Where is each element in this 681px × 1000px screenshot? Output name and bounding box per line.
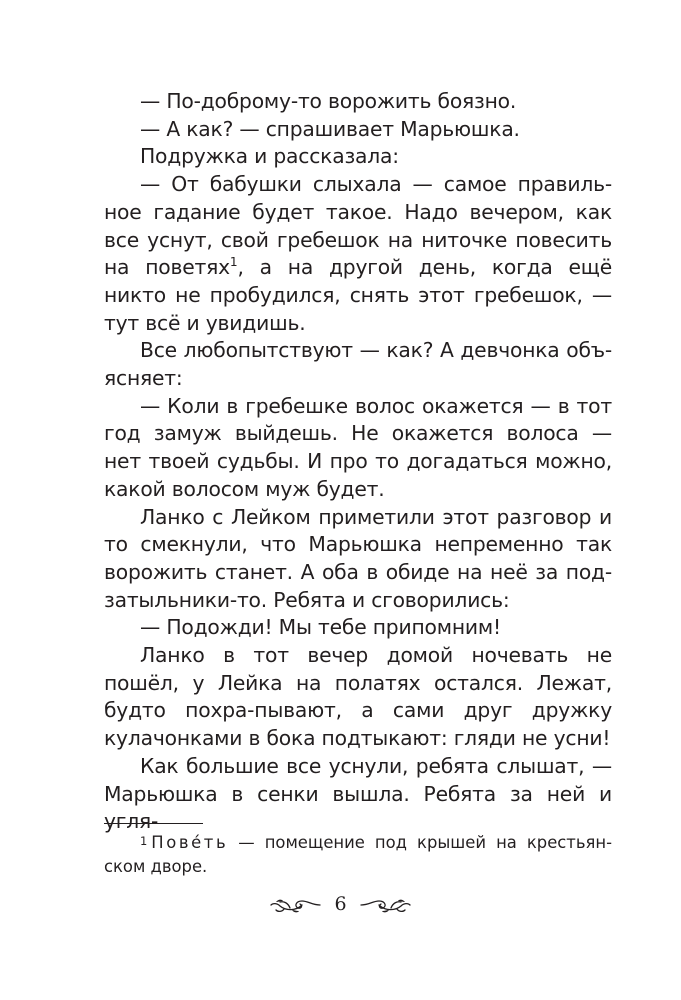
- paragraph: Все любопытствуют — как? А девчонка объ-ясняет:: [104, 338, 612, 391]
- paragraph: — От бабушки слыхала — самое правиль- ное гадание будет такое. Надо вечером, как все уснут, свой гребешок на ниточке повесить на поветях$^1$, а на другой день, когда ещё никто не пробудился, снять этот гребешок, — тут всё и увидишь.: [104, 172, 613, 335]
- paragraph: — Коли в гребешке волос окажется — в тот год замуж выйдешь. Не окажется волоса — нет твоей судьбы. И про то догадаться можно, какой волосом муж будет.: [104, 393, 612, 501]
- footnote-marker[interactable]: 1: [229, 255, 238, 270]
- paragraph: — По-доброму-то ворожить боязно.: [140, 89, 517, 113]
- body-text: [104, 88, 612, 836]
- paragraph: Ланко с Лейком приметили этот разговор и то смекнули, что Марьюшка непременно так ворожить станет. А оба в обиде на неё за под-затыльники-то. Ребята и сговорились:: [104, 504, 612, 612]
- ornament-left-icon: [268, 893, 322, 915]
- paragraph: — А как? — спрашивает Марьюшка.: [140, 116, 520, 141]
- paragraph: Ланко в тот вечер домой ночевать не пошёл, у Лейка на полатях остался. Лежат, будто похра-пывают, а сами друг дружку кулачонками в бока подтыкают: гляди не усни!: [104, 643, 612, 751]
- page-number: 6: [334, 893, 347, 915]
- footnote-divider: [104, 823, 203, 824]
- footnote: 1 Пове́ть — помещение под крышей на крестьян-ском дворе.: [104, 833, 612, 876]
- footnote-term: Пове́ть: [151, 833, 229, 852]
- ornament-right-icon: [359, 893, 413, 915]
- footnote-number: 1: [140, 834, 148, 848]
- paragraph: Как большие все уснули, ребята слышат, — Марьюшка в сенки вышла. Ребята за ней и угля-: [104, 753, 612, 834]
- paragraph: — Подожди! Мы тебе припомним!: [140, 615, 501, 640]
- page-footer: [0, 893, 681, 915]
- paragraph: Подружка и рассказала:: [140, 144, 399, 169]
